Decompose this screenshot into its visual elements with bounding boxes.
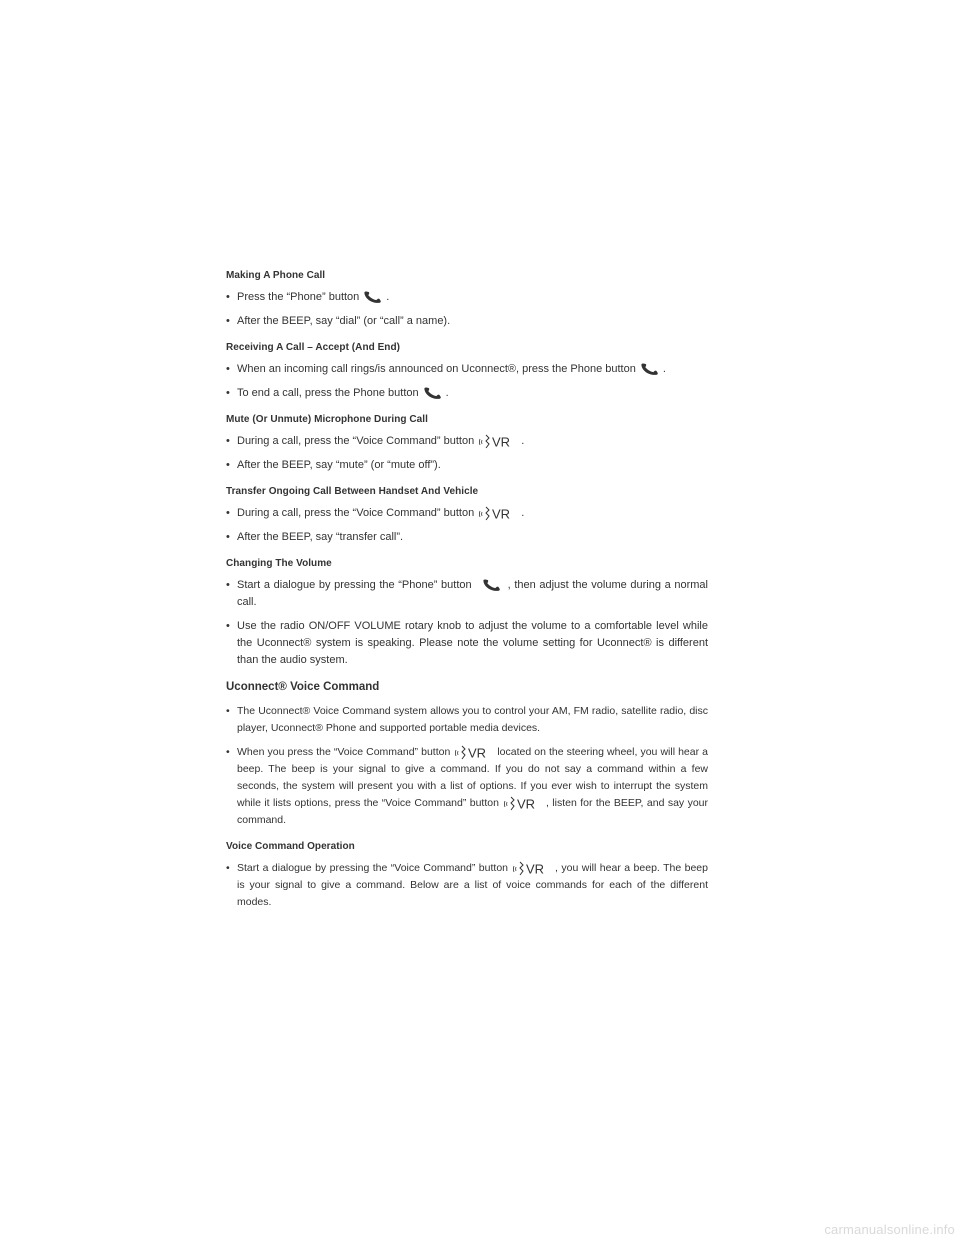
text: When an incoming call rings/is announced on Uconnect®, press the Phone button [237, 363, 636, 375]
text: . [521, 507, 525, 519]
section-title-receiving-call: Receiving A Call – Accept (And End) [226, 342, 401, 353]
list-item [226, 313, 708, 330]
bullet: • [226, 291, 230, 303]
text: , you will hear a beep. The beep is your signal to give a command. Below are a list of voice commands for each of the different modes. [237, 862, 708, 908]
vr-label: VR [492, 434, 511, 449]
bullet: • [226, 315, 230, 327]
bullet: • [226, 620, 230, 632]
bullet: • [226, 746, 230, 758]
manual-page-content [226, 270, 708, 923]
text: , then adjust the volume during a normal call. [237, 579, 708, 608]
text: Start a dialogue by pressing the “Voice Command” button [237, 862, 509, 874]
bullet: • [226, 862, 230, 874]
vr-label: VR [516, 796, 536, 811]
text: , listen for the BEEP, and say your command. [237, 797, 709, 826]
text: Use the radio ON/OFF VOLUME rotary knob to adjust the volume to a comfortable level while the Uconnect® system is speaking. Please note the volume setting for Uconnect® is different than the audio system. [237, 620, 708, 666]
text: . [521, 435, 525, 447]
text: During a call, press the “Voice Command” button [237, 507, 475, 519]
phone-icon [638, 362, 660, 376]
section-title-operation: Voice Command Operation [226, 841, 355, 852]
list-item [226, 618, 708, 669]
text: During a call, press the “Voice Command” button [237, 435, 475, 447]
bullet: • [226, 459, 230, 471]
text: located on the steering wheel, you will hear a beep. The beep is your signal to give a command. If you do not say a command within a few seconds, the system will present you with a list of options. If you ever wish to interrupt the system while it lists options, press the “Voice Command” button [237, 746, 708, 809]
voice-command-icon [478, 506, 518, 521]
bullet: • [226, 579, 230, 591]
list-receiving-call [226, 361, 708, 402]
voice-command-icon [454, 745, 494, 760]
list-item [226, 505, 708, 522]
phone-icon [421, 386, 443, 400]
bullet: • [226, 705, 230, 717]
list-item [226, 361, 708, 378]
list-item [226, 433, 708, 450]
list-item [226, 385, 708, 402]
list-item [226, 289, 708, 306]
phone-icon [361, 290, 383, 304]
bullet: • [226, 435, 230, 447]
section-title-transfer: Transfer Ongoing Call Between Handset And Vehicle [226, 486, 479, 497]
text: Press the “Phone” button [237, 291, 360, 303]
section-title-volume: Changing The Volume [226, 558, 332, 569]
list-mute [226, 433, 708, 474]
list-item [226, 744, 708, 829]
vr-label: VR [492, 506, 511, 521]
list-item [226, 703, 708, 737]
section-title-making-call: Making A Phone Call [226, 270, 326, 281]
text: . [386, 291, 390, 303]
list-making-call [226, 289, 708, 330]
section-title-voice-command: Uconnect® Voice Command [226, 681, 380, 693]
text: The Uconnect® Voice Command system allows you to control your AM, FM radio, satellite radio, disc player, Uconnect® Phone and supported portable media devices. [237, 705, 708, 734]
voice-command-icon [503, 796, 543, 811]
section-title-mute: Mute (Or Unmute) Microphone During Call [226, 414, 428, 425]
text: When you press the “Voice Command” button [237, 746, 451, 758]
list-item [226, 577, 708, 611]
list-item [226, 529, 708, 546]
vr-label: VR [526, 861, 545, 876]
text: After the BEEP, say “mute” (or “mute off”). [237, 459, 441, 471]
list-voice-command [226, 703, 708, 829]
footer-watermark: carmanualsonline.info [824, 1222, 955, 1237]
list-operation [226, 860, 708, 911]
bullet: • [226, 507, 230, 519]
text: After the BEEP, say “transfer call”. [237, 531, 404, 543]
bullet: • [226, 363, 230, 375]
voice-command-icon [512, 861, 552, 876]
voice-command-icon [478, 434, 518, 449]
vr-label: VR [468, 745, 487, 760]
bullet: • [226, 531, 230, 543]
text: . [445, 387, 449, 399]
list-item [226, 860, 708, 911]
list-item [226, 457, 708, 474]
text: After the BEEP, say “dial” (or “call” a name). [237, 315, 451, 327]
text: . [662, 363, 666, 375]
list-volume [226, 577, 708, 669]
bullet: • [226, 387, 230, 399]
text: To end a call, press the Phone button [237, 387, 419, 399]
phone-icon [480, 578, 502, 592]
text: Start a dialogue by pressing the “Phone” button [237, 579, 472, 591]
list-transfer [226, 505, 708, 546]
